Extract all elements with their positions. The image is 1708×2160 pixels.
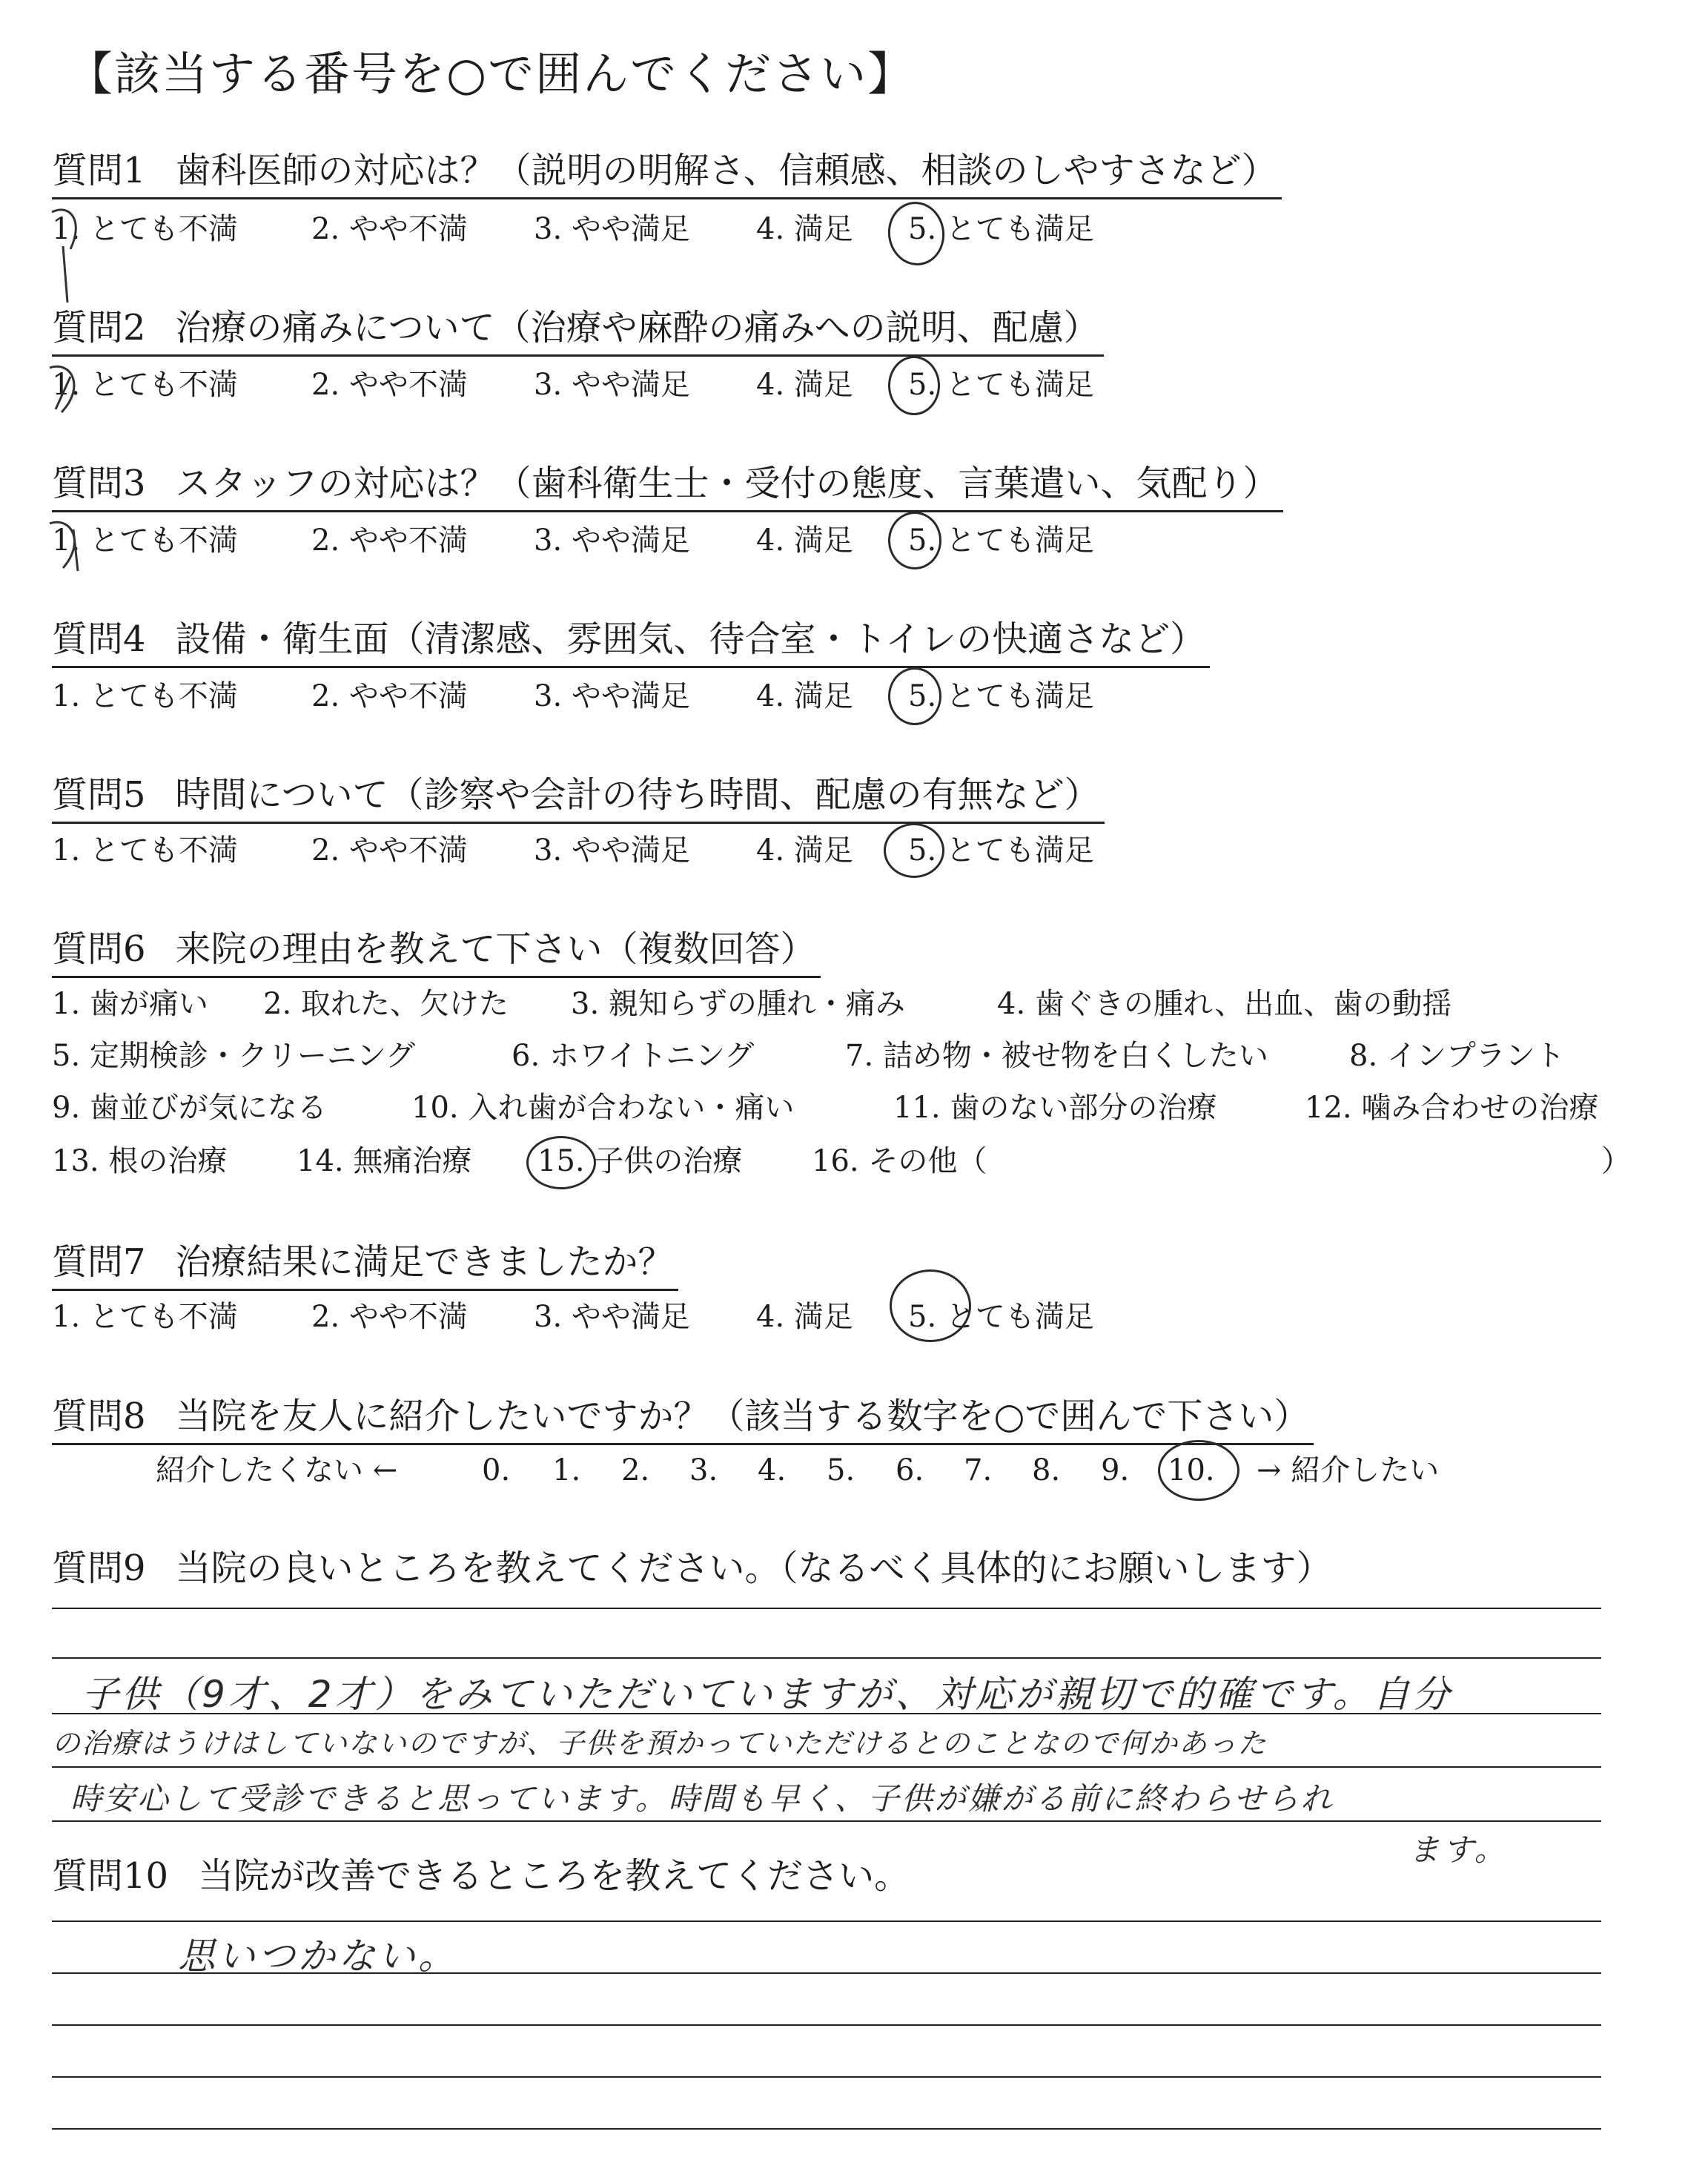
q8-option[interactable]: 6.	[896, 1453, 924, 1487]
answer-line	[52, 1920, 1601, 1922]
q8-left-label: 紹介したくない ←	[156, 1453, 398, 1487]
option-5[interactable]: 5. とても満足	[908, 1300, 1094, 1334]
selected-circle	[526, 1136, 596, 1189]
question-5-header	[52, 773, 1105, 824]
option-2[interactable]: 2. やや不満	[311, 833, 468, 868]
reason-option[interactable]: 7. 詰め物・被せ物を白くしたい	[845, 1039, 1268, 1073]
answer-9-line: 子供（9才、2才）をみていただいていますが、対応が親切で的確です。自分	[82, 1673, 1453, 1716]
question-1-header	[52, 148, 1282, 199]
option-3[interactable]: 3. やや満足	[534, 524, 690, 558]
reason-option[interactable]: 5. 定期検診・クリーニング	[52, 1039, 416, 1073]
option-2[interactable]: 2. やや不満	[311, 524, 468, 558]
question-label: 質問2	[52, 307, 146, 349]
reason-option[interactable]: 13. 根の治療	[52, 1144, 228, 1178]
answer-10-text: 思いつかない。	[178, 1935, 458, 1978]
reason-option[interactable]: 1. 歯が痛い	[52, 987, 208, 1021]
question-7-header	[52, 1240, 678, 1291]
selected-circle	[1158, 1440, 1239, 1501]
question-text: 時間について（診察や会計の待ち時間、配慮の有無など）	[175, 774, 1100, 816]
option-3[interactable]: 3. やや満足	[534, 212, 690, 246]
reason-option[interactable]: 16. その他（	[812, 1144, 987, 1178]
question-8-header	[52, 1394, 1314, 1445]
q8-option[interactable]: 3.	[689, 1453, 718, 1487]
option-5[interactable]: 5. とても満足	[908, 833, 1094, 868]
question-label: 質問1	[52, 150, 146, 191]
reason-option[interactable]: 6. ホワイトニング	[512, 1039, 755, 1073]
selected-circle	[884, 823, 944, 878]
q8-right-label: → 紹介したい	[1257, 1453, 1440, 1487]
question-text: 当院の良いところを教えてください。（なるべく具体的にお願いします）	[175, 1548, 1332, 1589]
q8-option[interactable]: 9.	[1101, 1453, 1130, 1487]
option-1[interactable]: 1. とても不満	[52, 833, 238, 868]
question-label: 質問8	[52, 1396, 146, 1437]
pen-scribble	[41, 357, 107, 424]
option-1[interactable]: 1. とても不満	[52, 212, 238, 246]
answer-line	[52, 2128, 1601, 2130]
question-label: 質問7	[52, 1241, 146, 1283]
answer-line	[52, 1608, 1601, 1609]
option-4[interactable]: 4. 満足	[756, 833, 853, 868]
question-label: 質問3	[52, 463, 146, 504]
q8-option[interactable]: 8.	[1032, 1453, 1061, 1487]
selected-circle	[884, 198, 948, 269]
option-3[interactable]: 3. やや満足	[534, 368, 690, 402]
q8-option[interactable]: 4.	[758, 1453, 787, 1487]
question-9-header	[52, 1546, 1337, 1595]
selected-circle	[888, 512, 941, 569]
option-4[interactable]: 4. 満足	[756, 212, 853, 246]
question-label: 質問6	[52, 928, 146, 970]
answer-9-line: の治療はうけはしていないのですが、子供を預かっていただけるとのことなので何かあった	[52, 1727, 1268, 1760]
question-10-header	[52, 1854, 914, 1903]
option-2[interactable]: 2. やや不満	[311, 679, 468, 713]
question-label: 質問4	[52, 618, 146, 660]
q8-option[interactable]: 1.	[552, 1453, 581, 1487]
answer-line	[52, 1766, 1601, 1768]
question-text: 設備・衛生面（清潔感、雰囲気、待合室・トイレの快適さなど）	[175, 618, 1206, 660]
selected-circle	[888, 667, 941, 725]
q8-option[interactable]: 0.	[482, 1453, 511, 1487]
question-text: スタッフの対応は？（歯科衛生士・受付の態度、言葉遣い、気配り）	[175, 463, 1279, 504]
answer-9-line: ます。	[1409, 1832, 1509, 1868]
selected-circle	[890, 1269, 971, 1342]
reason-option[interactable]: 3. 親知らずの腫れ・痛み	[571, 987, 905, 1021]
option-1[interactable]: 1. とても不満	[52, 524, 238, 558]
question-label: 質問9	[52, 1548, 146, 1589]
answer-line	[52, 1657, 1601, 1659]
option-2[interactable]: 2. やや不満	[311, 368, 468, 402]
question-text: 歯科医師の対応は？（説明の明解さ、信頼感、相談のしやすさなど）	[175, 150, 1277, 191]
option-1[interactable]: 1. とても不満	[52, 368, 238, 402]
question-text: 当院が改善できるところを教えてください。	[198, 1855, 910, 1897]
pen-scribble	[41, 512, 107, 578]
question-label: 質問5	[52, 774, 146, 816]
option-3[interactable]: 3. やや満足	[534, 1300, 690, 1334]
option-4[interactable]: 4. 満足	[756, 1300, 853, 1334]
answer-line	[52, 2076, 1601, 2078]
selected-circle	[888, 356, 940, 415]
question-label: 質問10	[52, 1855, 169, 1897]
option-3[interactable]: 3. やや満足	[534, 833, 690, 868]
option-5[interactable]: 5. とても満足	[908, 212, 1094, 246]
reason-option[interactable]: 15. 子供の治療	[537, 1144, 743, 1178]
option-1[interactable]: 1. とても不満	[52, 1300, 238, 1334]
reason-option[interactable]: 12. 噛み合わせの治療	[1305, 1091, 1599, 1125]
q8-option[interactable]: 2.	[621, 1453, 650, 1487]
reason-option[interactable]: 9. 歯並びが気になる	[52, 1091, 327, 1125]
reason-option[interactable]: 4. 歯ぐきの腫れ、出血、歯の動揺	[997, 987, 1452, 1021]
question-2-header	[52, 305, 1104, 357]
option-1[interactable]: 1. とても不満	[52, 679, 238, 713]
reason-option[interactable]: 10. 入れ歯が合わない・痛い	[411, 1091, 795, 1125]
question-6-header	[52, 927, 821, 978]
question-text: 来院の理由を教えて下さい（複数回答）	[175, 928, 816, 970]
option-3[interactable]: 3. やや満足	[534, 679, 690, 713]
option-5[interactable]: 5. とても満足	[908, 679, 1094, 713]
question-4-header	[52, 617, 1210, 668]
question-text: 当院を友人に紹介したいですか？（該当する数字を○で囲んで下さい）	[175, 1396, 1310, 1437]
answer-line	[52, 1820, 1601, 1822]
pen-scribble	[41, 199, 107, 317]
reason-option[interactable]: 14. 無痛治療	[297, 1144, 472, 1178]
answer-9-line: 時安心して受診できると思っています。時間も早く、子供が嫌がる前に終わらせられ	[70, 1780, 1334, 1817]
answer-line	[52, 2024, 1601, 2026]
option-5[interactable]: 5. とても満足	[908, 368, 1094, 402]
option-4[interactable]: 4. 満足	[756, 679, 853, 713]
reason-option[interactable]: 8. インプラント	[1349, 1039, 1565, 1073]
reason-other-close: ）	[1601, 1144, 1631, 1178]
page-title: 【該当する番号を○で囲んでください】	[67, 47, 916, 101]
question-text: 治療の痛みについて（治療や麻酔の痛みへの説明、配慮）	[175, 307, 1099, 349]
option-4[interactable]: 4. 満足	[756, 524, 853, 558]
question-text: 治療結果に満足できましたか？	[175, 1241, 674, 1283]
q8-option[interactable]: 10.	[1168, 1453, 1215, 1487]
option-2[interactable]: 2. やや不満	[311, 1300, 468, 1334]
reason-option[interactable]: 11. 歯のない部分の治療	[893, 1091, 1217, 1125]
reason-option[interactable]: 2. 取れた、欠けた	[263, 987, 509, 1021]
question-3-header	[52, 461, 1283, 512]
q8-option[interactable]: 7.	[964, 1453, 993, 1487]
option-4[interactable]: 4. 満足	[756, 368, 853, 402]
option-2[interactable]: 2. やや不満	[311, 212, 468, 246]
option-5[interactable]: 5. とても満足	[908, 524, 1094, 558]
q8-option[interactable]: 5.	[827, 1453, 855, 1487]
